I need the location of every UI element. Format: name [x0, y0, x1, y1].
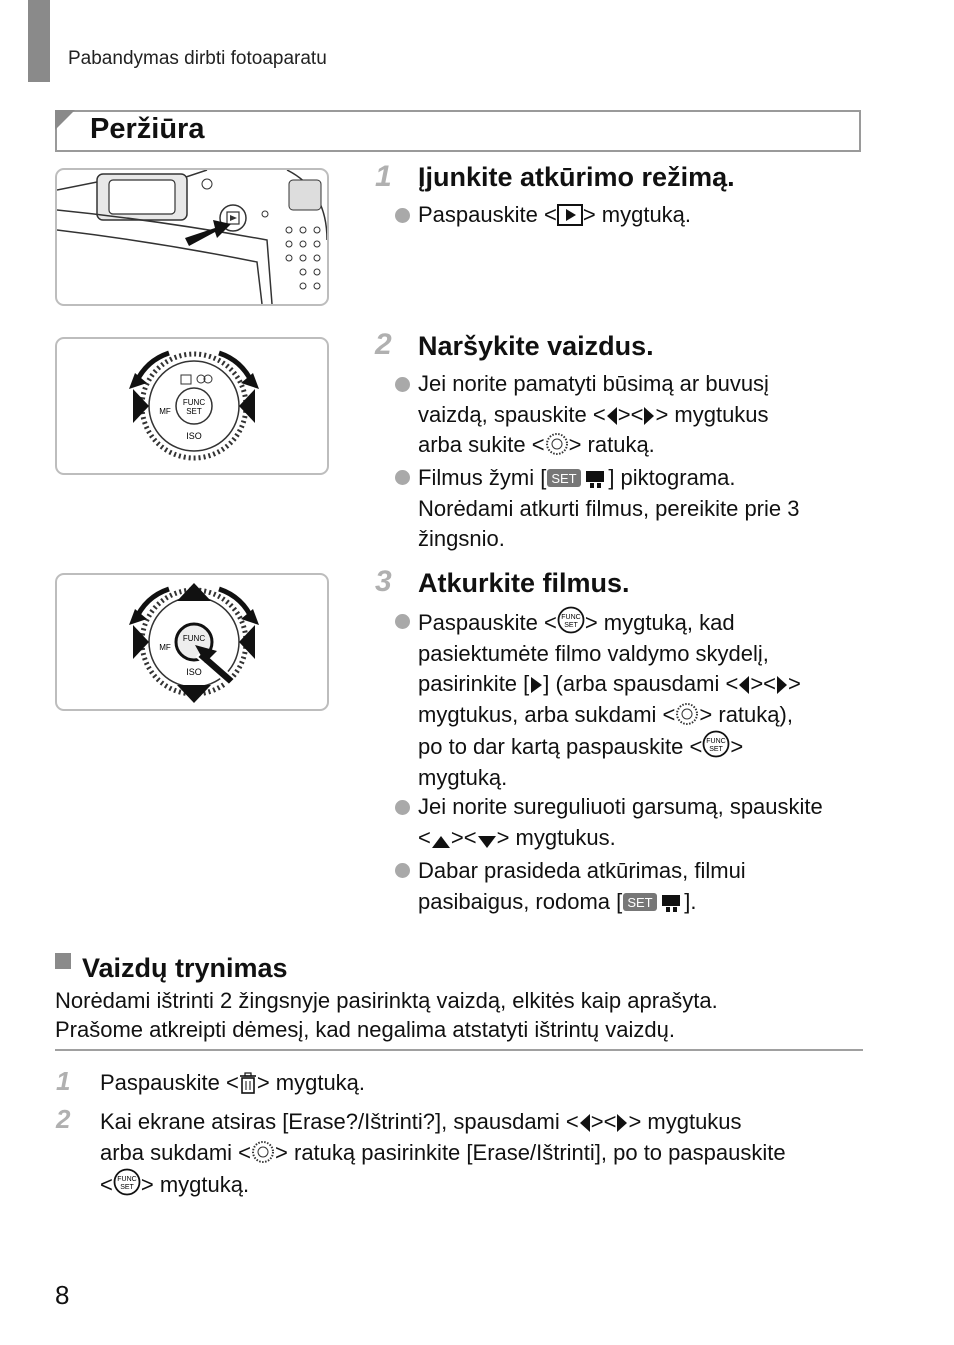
func-set-button-icon: [702, 730, 730, 758]
running-header: Pabandymas dirbti fotoaparatu: [68, 48, 327, 69]
svg-text:FUNC: FUNC: [706, 738, 727, 745]
step-number: 2: [375, 328, 392, 361]
iso-label: ISO: [186, 431, 202, 441]
set-label: SET: [186, 407, 202, 416]
svg-text:FUNC: FUNC: [117, 1176, 137, 1183]
right-arrow-icon: [776, 675, 788, 695]
control-dial-icon: [545, 432, 569, 456]
step-text: Jei norite sureguliuoti garsumą, spauskite < >< > mygtukus.: [418, 794, 823, 850]
figure-control-dial-left-right: [55, 337, 329, 475]
down-arrow-icon: [477, 835, 497, 849]
svg-text:SET: SET: [551, 471, 577, 486]
control-dial-icon: [251, 1140, 275, 1164]
step-text: Paspauskite < > mygtuką.: [100, 1070, 366, 1095]
bullet: [395, 470, 410, 485]
figure-control-dial-func: [55, 573, 329, 711]
section-corner-mark: [55, 110, 75, 130]
up-arrow-icon: [431, 835, 451, 849]
step-number: 2: [56, 1104, 71, 1134]
playback-button-icon: [557, 204, 583, 226]
movie-set-icon: [622, 891, 684, 913]
movie-set-icon: [546, 467, 608, 489]
func-label: FUNC: [182, 634, 206, 643]
step-title: Naršykite vaizdus.: [418, 331, 654, 361]
step-title: Atkurkite filmus.: [418, 568, 630, 598]
step-text: Jei norite pamatyti būsimą ar buvusį vaizdą, spauskite < >< > mygtukus arba sukite < > ratuką.: [418, 371, 769, 457]
left-arrow-icon: [579, 1113, 591, 1133]
subsection-marker: [55, 953, 71, 969]
step-number: 1: [56, 1066, 71, 1096]
svg-text:SET: SET: [564, 622, 578, 629]
page-side-tab: [28, 0, 50, 82]
step-text: Kai ekrane atsiras [Erase?/Ištrinti?], spausdami < >< > mygtukus arba sukdami < > ratuką pasirinkite [Erase/Ištrinti], po to paspauskite < FUNC SET > mygtuką.: [100, 1109, 786, 1197]
play-triangle-icon: [529, 675, 543, 695]
step-text: Filmus žymi [ SET ] piktograma. Norėdami atkurti filmus, pereikite prie 3 žingsnio.: [418, 465, 800, 551]
svg-text:SET: SET: [120, 1184, 134, 1191]
mf-label: MF: [159, 407, 171, 416]
func-label: FUNC: [182, 398, 206, 407]
page-number: 8: [55, 1280, 70, 1310]
bullet: [395, 800, 410, 815]
step-text: Paspauskite < FUNC SET > mygtuką, kad pasiektumėte filmo valdymo skydelį, pasirinkite [ ] (arba spausdami < >< > mygtukus, arba sukdami < > ratuką), po to dar kartą paspauskite < FUNC SET > mygtuką.: [418, 606, 801, 793]
step-text: Paspauskite < > mygtuką.: [418, 202, 692, 227]
svg-text:FUNC: FUNC: [561, 614, 581, 621]
subsection-intro: Norėdami ištrinti 2 žingsnyje pasirinktą vaizdą, elkitės kaip aprašyta. Prašome atkreipti dėmesį, kad negalima atstatyti ištrintų vaizdų.: [55, 988, 718, 1042]
divider: [55, 1049, 863, 1051]
left-arrow-icon: [606, 406, 618, 426]
bullet: [395, 614, 410, 629]
svg-text:SET: SET: [709, 746, 724, 753]
right-arrow-icon: [616, 1113, 628, 1133]
func-set-button-icon: [557, 606, 585, 634]
bullet: [395, 863, 410, 878]
control-dial-func-illustration: [57, 575, 327, 709]
bullet: [395, 377, 410, 392]
figure-camera-playback-button: [55, 168, 329, 306]
step-title: Įjunkite atkūrimo režimą.: [418, 162, 735, 192]
step-number: 3: [375, 565, 392, 598]
bullet: [395, 208, 410, 223]
right-arrow-icon: [643, 406, 655, 426]
trash-icon: [239, 1072, 257, 1094]
mf-label: MF: [159, 643, 171, 652]
camera-illustration: [57, 170, 327, 304]
section-title: Peržiūra: [90, 113, 205, 145]
step-number: 1: [375, 160, 392, 193]
svg-text:SET: SET: [627, 894, 653, 910]
control-dial-icon: [675, 702, 699, 726]
control-dial-illustration: [57, 339, 327, 473]
subsection-title: Vaizdų trynimas: [82, 953, 288, 983]
func-set-button-icon: [113, 1168, 141, 1196]
step-text: Dabar prasideda atkūrimas, filmui pasibaigus, rodoma [ SET ].: [418, 858, 746, 914]
iso-label: ISO: [186, 667, 202, 677]
left-arrow-icon: [738, 675, 750, 695]
